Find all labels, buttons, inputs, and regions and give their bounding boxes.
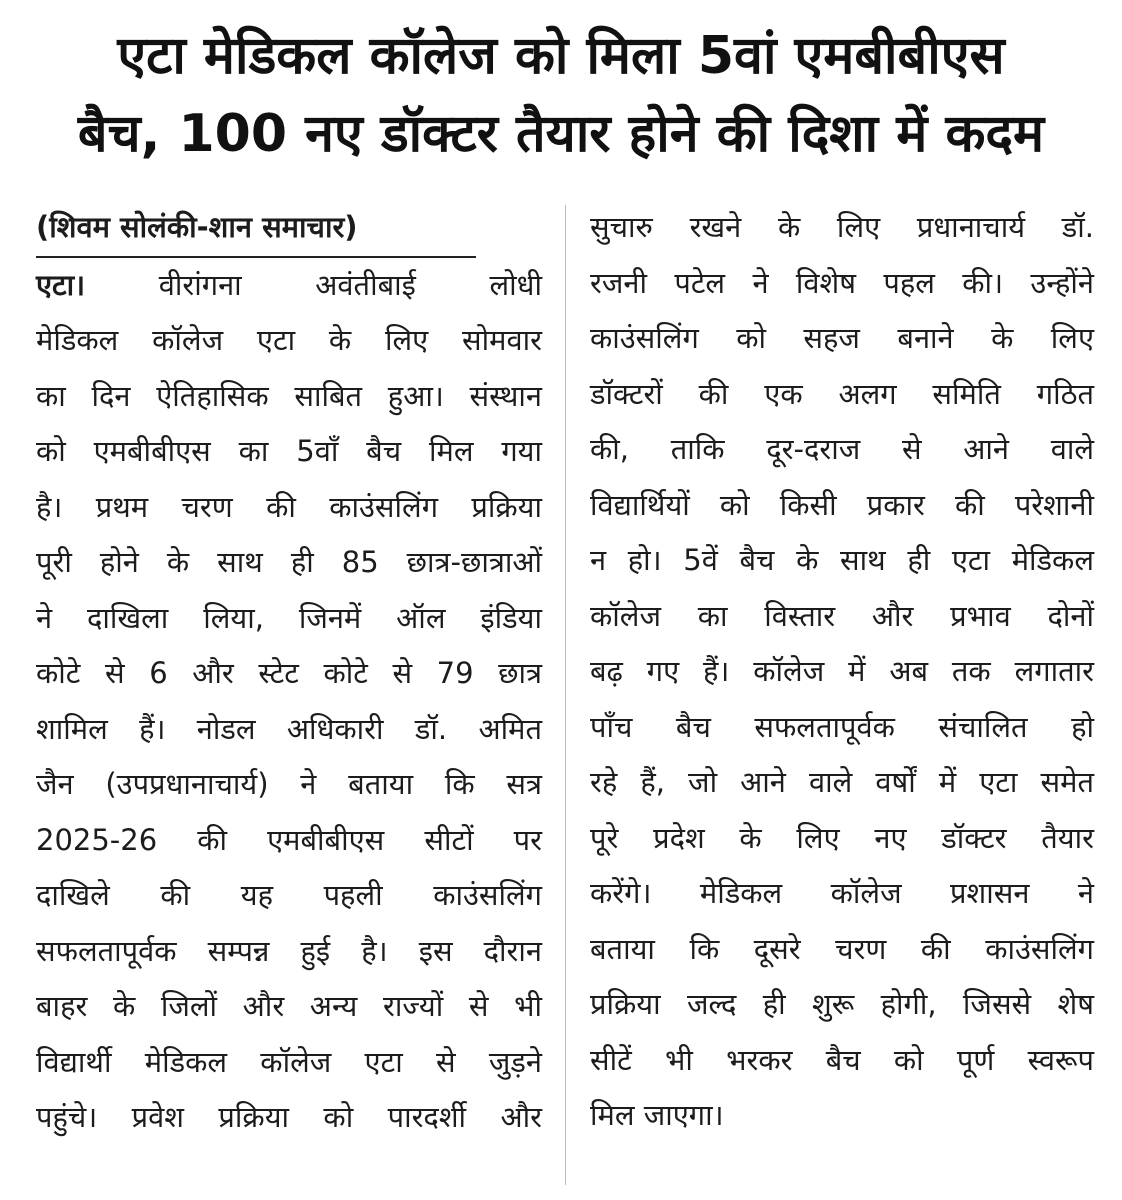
dateline: एटा।	[36, 267, 86, 302]
article-line: रहे हैं, जो आने वाले वर्षों में एटा समेत	[590, 765, 1094, 799]
article-line: 2025-26 की एमबीबीएस सीटों पर	[36, 822, 542, 857]
article-line: पूरे प्रदेश के लिए नए डॉक्टर तैयार	[590, 820, 1094, 855]
article-line: प्रक्रिया जल्द ही शुरू होगी, जिससे शेष	[590, 987, 1094, 1021]
article-line: सफलतापूर्वक सम्पन्न हुई है। इस दौरान	[36, 933, 542, 968]
article-line: बढ़ गए हैं। कॉलेज में अब तक लगातार	[590, 654, 1094, 688]
article-line: सीटें भी भरकर बैच को पूर्ण स्वरूप	[590, 1042, 1094, 1077]
article-line: की, ताकि दूर-दराज से आने वाले	[590, 432, 1094, 466]
article-column-right	[590, 200, 1094, 1144]
article-line: करेंगे। मेडिकल कॉलेज प्रशासन ने	[590, 876, 1094, 910]
article-line: विद्यार्थियों को किसी प्रकार की परेशानी	[590, 487, 1094, 522]
headline-line-1: एटा मेडिकल कॉलेज को मिला 5वां एमबीबीएस	[117, 26, 1005, 86]
article-line: काउंसलिंग को सहज बनाने के लिए	[590, 321, 1094, 355]
article-line: सुचारु रखने के लिए प्रधानाचार्य डॉ.	[590, 210, 1094, 244]
article-line: विद्यार्थी मेडिकल कॉलेज एटा से जुड़ने	[36, 1044, 542, 1079]
article-line: डॉक्टरों की एक अलग समिति गठित	[590, 376, 1094, 411]
article-line: कॉलेज का विस्तार और प्रभाव दोनों	[590, 598, 1094, 633]
article-line: जैन (उपप्रधानाचार्य) ने बताया कि सत्र	[36, 767, 542, 801]
byline: (शिवम सोलंकी-शान समाचार)	[36, 200, 476, 258]
article-line: मेडिकल कॉलेज एटा के लिए सोमवार	[36, 323, 542, 357]
article-line: दाखिले की यह पहली काउंसलिंग	[36, 878, 542, 912]
article-line: कोटे से 6 और स्टेट कोटे से 79 छात्र	[36, 656, 542, 690]
article-line: शामिल हैं। नोडल अधिकारी डॉ. अमित	[36, 711, 542, 746]
article-line: है। प्रथम चरण की काउंसलिंग प्रक्रिया	[36, 489, 542, 524]
article-line: न हो। 5वें बैच के साथ ही एटा मेडिकल	[590, 543, 1094, 577]
article-line: पहुंचे। प्रवेश प्रक्रिया को पारदर्शी और	[36, 1100, 542, 1134]
column-divider	[565, 205, 566, 1185]
article-line: ने दाखिला लिया, जिनमें ऑल इंडिया	[36, 600, 542, 635]
headline-line-2: बैच, 100 नए डॉक्टर तैयार होने की दिशा में कदम	[77, 104, 1045, 164]
article-line: को एमबीबीएस का 5वाँ बैच मिल गया	[36, 434, 542, 468]
article-line: बाहर के जिलों और अन्य राज्यों से भी	[36, 989, 542, 1023]
article-line: मिल जाएगा।	[590, 1098, 724, 1132]
article-line: पूरी होने के साथ ही 85 छात्र-छात्राओं	[36, 545, 542, 579]
article-line-text: वीरांगना अवंतीबाई लोधी	[158, 267, 543, 302]
article-line: का दिन ऐतिहासिक साबित हुआ। संस्थान	[36, 378, 542, 413]
article-line: बताया कि दूसरे चरण की काउंसलिंग	[590, 931, 1094, 966]
article-line: पाँच बैच सफलतापूर्वक संचालित हो	[590, 709, 1094, 744]
article-line: रजनी पटेल ने विशेष पहल की। उन्होंने	[590, 265, 1094, 300]
article-column-left	[36, 200, 542, 1146]
article-line	[36, 258, 542, 314]
